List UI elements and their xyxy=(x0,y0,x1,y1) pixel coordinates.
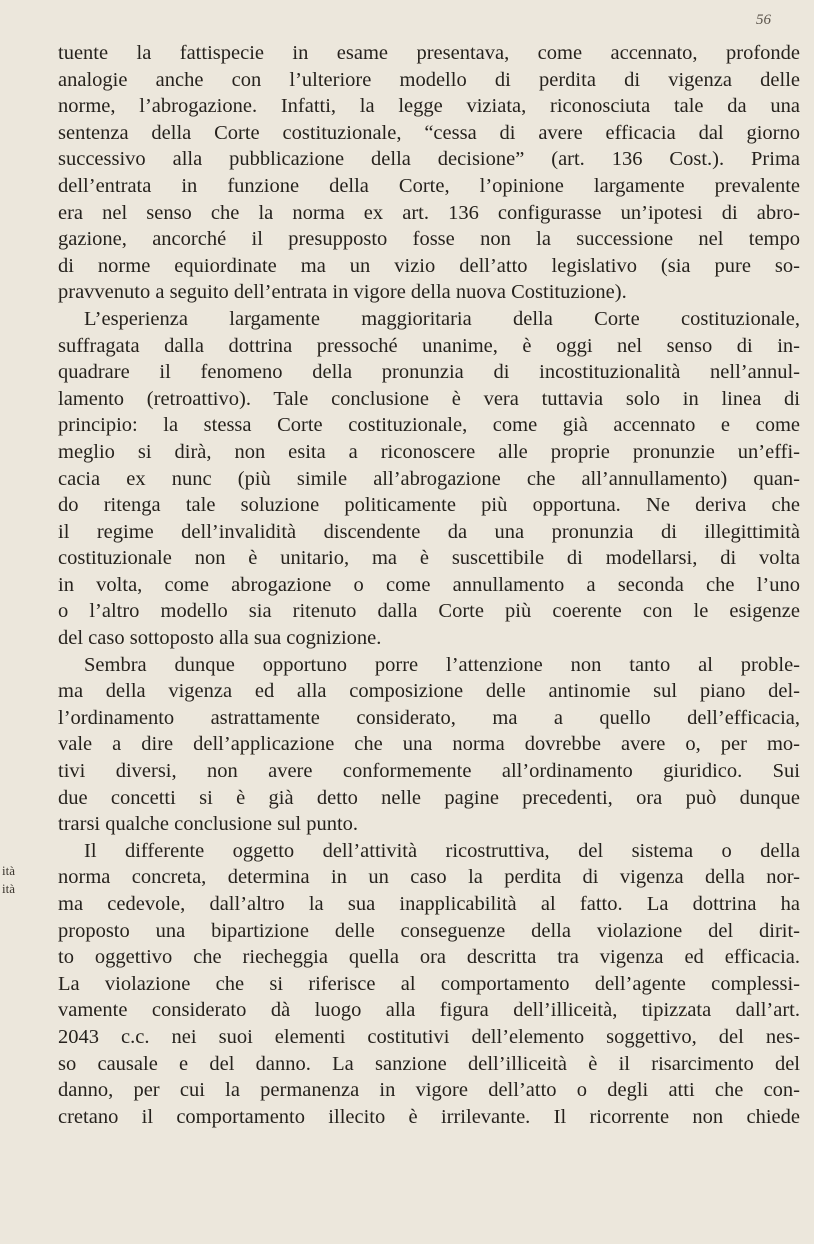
text-line: cretano il comportamento illecito è irrilevante. Il ricorrente non chiede xyxy=(58,1105,800,1128)
text-line: to oggettivo che riecheggia quella ora descritta tra vigenza ed efficacia. xyxy=(58,946,800,969)
margin-note: ità xyxy=(2,881,15,896)
text-line: trarsi qualche conclusione sul punto. xyxy=(58,813,359,836)
text-line: 2043 c.c. nei suoi elementi costitutivi dell’elemento soggettivo, del nes- xyxy=(58,1025,800,1048)
text-line: il regime dell’invalidità discendente da una pronunzia di illegittimità xyxy=(58,520,800,543)
text-line: di norme equiordinate ma un vizio dell’atto legislativo (sia pure so- xyxy=(58,254,800,277)
text-line: vale a dire dell’applicazione che una norma dovrebbe avere o, per mo- xyxy=(58,733,800,756)
margin-notes xyxy=(2,862,15,898)
margin-note: ità xyxy=(2,863,15,878)
page-number: 56 xyxy=(756,12,771,28)
text-body xyxy=(58,40,800,1130)
text-line: tivi diversi, non avere conformemente all’ordinamento giuridico. Sui xyxy=(58,760,800,783)
text-line: Sembra dunque opportuno porre l’attenzione non tanto al proble- xyxy=(84,653,800,676)
text-line: norme, l’abrogazione. Infatti, la legge viziata, riconosciuta tale da una xyxy=(58,95,800,118)
text-line: in volta, come abrogazione o come annullamento a seconda che l’uno xyxy=(58,573,800,596)
text-line: pravvenuto a seguito dell’entrata in vigore della nuova Costituzione). xyxy=(58,281,627,304)
text-line: L’esperienza largamente maggioritaria della Corte costituzionale, xyxy=(84,307,800,330)
text-line: o l’altro modello sia ritenuto dalla Corte più coerente con le esigenze xyxy=(58,600,800,623)
text-line: del caso sottoposto alla sua cognizione. xyxy=(58,627,382,650)
text-line: meglio si dirà, non esita a riconoscere alle proprie pronunzie un’effi- xyxy=(58,440,800,463)
text-line: La violazione che si riferisce al comportamento dell’agente complessi- xyxy=(58,972,800,995)
paragraph xyxy=(58,838,800,1131)
text-line: Il differente oggetto dell’attività ricostruttiva, del sistema o della xyxy=(84,839,800,862)
text-line: norma concreta, determina in un caso la perdita di vigenza della nor- xyxy=(58,866,800,889)
text-line: dell’entrata in funzione della Corte, l’opinione largamente prevalente xyxy=(58,174,800,197)
text-line: costituzionale non è unitario, ma è suscettibile di modellarsi, di volta xyxy=(58,547,800,570)
text-line: principio: la stessa Corte costituzionale, come già accennato e come xyxy=(58,414,800,437)
text-line: lamento (retroattivo). Tale conclusione è vera tuttavia solo in linea di xyxy=(58,387,800,410)
text-line: due concetti si è già detto nelle pagine precedenti, ora può dunque xyxy=(58,786,800,809)
text-line: successivo alla pubblicazione della decisione” (art. 136 Cost.). Prima xyxy=(58,148,800,171)
text-line: ma cedevole, dall’altro la sua inapplicabilità al fatto. La dottrina ha xyxy=(58,893,800,915)
text-line: vamente considerato dà luogo alla figura dell’illiceità, tipizzata dall’art. xyxy=(58,999,800,1022)
paragraph xyxy=(58,40,800,306)
text-line: cacia ex nunc (più simile all’abrogazione che all’annullamento) quan- xyxy=(58,467,800,490)
paragraph xyxy=(58,306,800,652)
text-line: suffragata dalla dottrina pressoché unanime, è oggi nel senso di in- xyxy=(58,334,800,357)
text-line: gazione, ancorché il presupposto fosse non la successione nel tempo xyxy=(58,228,800,251)
text-line: tuente la fattispecie in esame presentava, come accennato, profonde xyxy=(58,42,800,64)
text-line: do ritenga tale soluzione politicamente più opportuna. Ne deriva che xyxy=(58,494,800,517)
text-line: analogie anche con l’ulteriore modello di perdita di vigenza delle xyxy=(58,68,800,91)
text-line: era nel senso che la norma ex art. 136 configurasse un’ipotesi di abro- xyxy=(58,201,800,224)
text-line: proposto una bipartizione delle conseguenze della violazione del dirit- xyxy=(58,919,800,942)
text-line: so causale e del danno. La sanzione dell’illiceità è il risarcimento del xyxy=(58,1052,800,1075)
paragraph xyxy=(58,652,800,838)
text-line: ma della vigenza ed alla composizione delle antinomie sul piano del- xyxy=(58,680,800,703)
text-line: danno, per cui la permanenza in vigore dell’atto o degli atti che con- xyxy=(58,1079,800,1102)
text-line: l’ordinamento astrattamente considerato, ma a quello dell’efficacia, xyxy=(58,706,800,729)
text-line: sentenza della Corte costituzionale, “cessa di avere efficacia dal giorno xyxy=(58,121,800,144)
text-line: quadrare il fenomeno della pronunzia di incostituzionalità nell’annul- xyxy=(58,361,800,384)
